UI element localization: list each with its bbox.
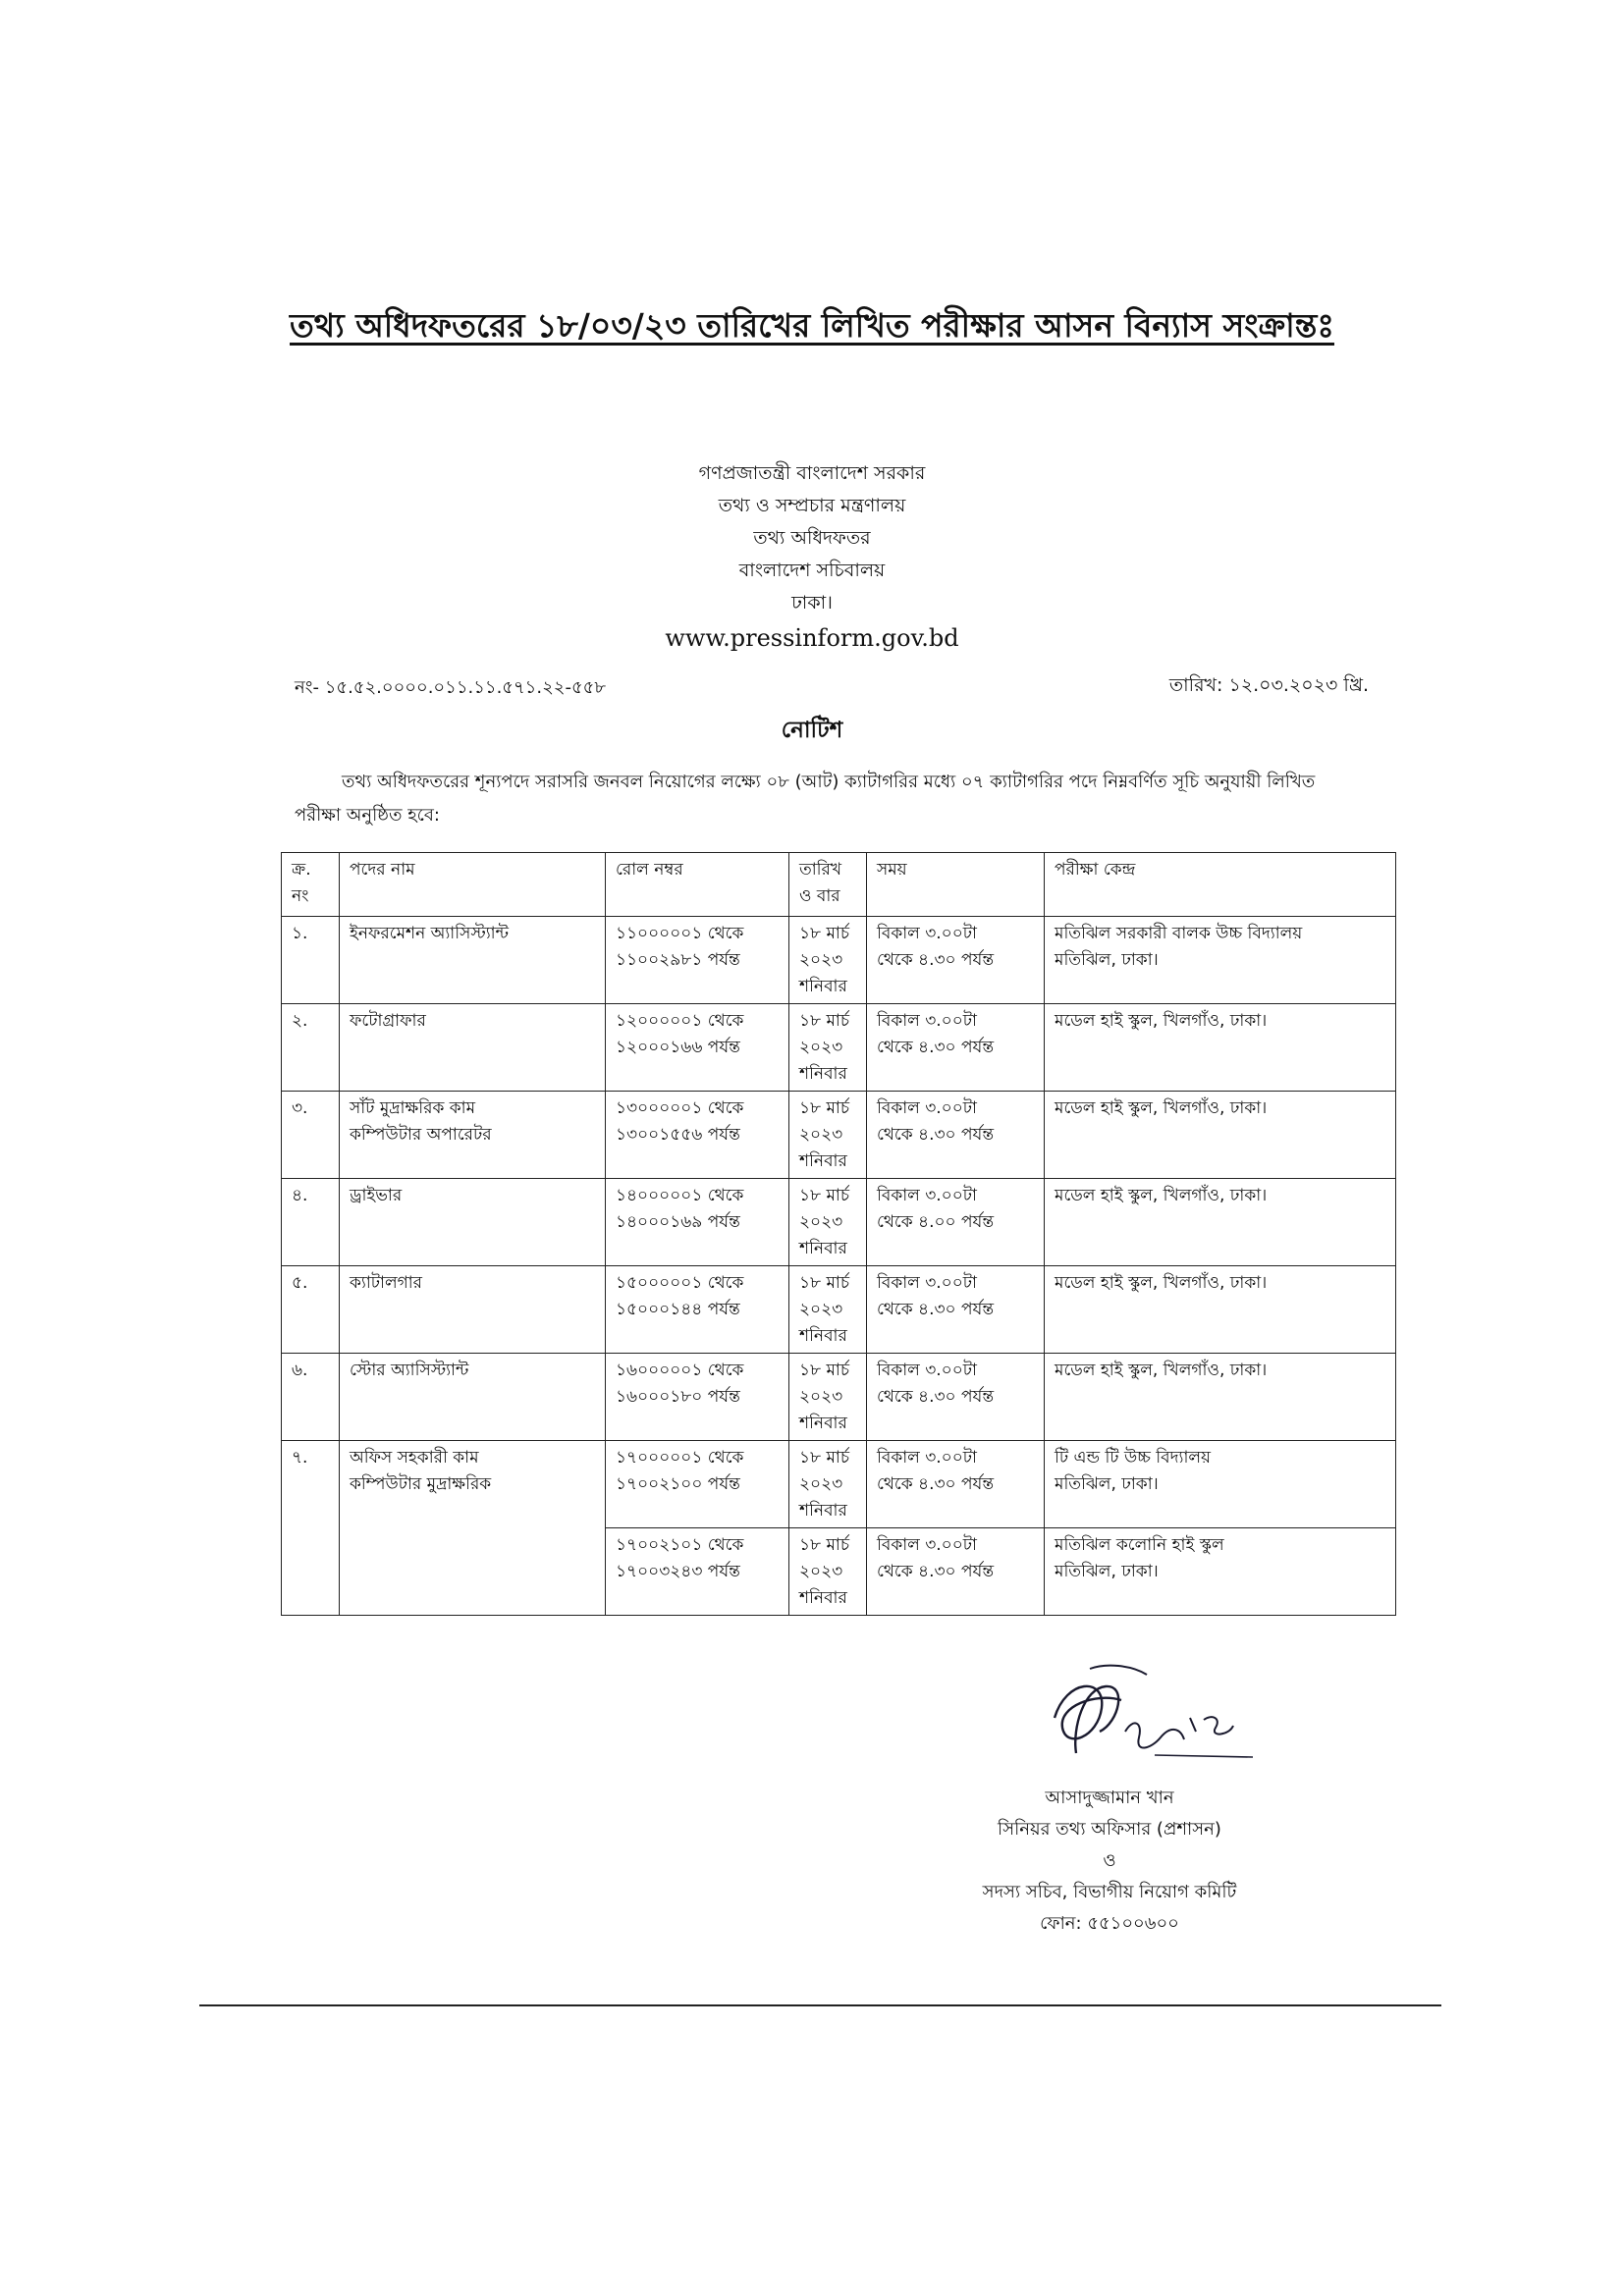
document-heading: তথ্য অধিদফতরের ১৮/০৩/২৩ তারিখের লিখিত পরীক্ষার আসন বিন্যাস সংক্রান্তঃ	[290, 306, 1334, 345]
cell-centre: মডেল হাই স্কুল, খিলগাঁও, ঢাকা।	[1045, 1092, 1396, 1179]
cell-roll: ১৪০০০০০১ থেকে ১৪০০০১৬৯ পর্যন্ত	[606, 1179, 789, 1266]
table-row	[282, 1092, 1396, 1179]
cell-serial: ৪.	[282, 1179, 340, 1266]
govt-name: গণপ্রজাতন্ত্রী বাংলাদেশ সরকার	[698, 462, 926, 484]
header-serial: ক্র. নং	[282, 853, 340, 917]
cell-roll: ১৬০০০০০১ থেকে ১৬০০০১৮০ পর্যন্ত	[606, 1354, 789, 1441]
cell-serial: ১.	[282, 917, 340, 1004]
cell-serial: ৫.	[282, 1266, 340, 1354]
exam-schedule-table	[281, 852, 1396, 1616]
cell-post: ইনফরমেশন অ্যাসিস্ট্যান্ট	[340, 917, 606, 1004]
header-roll: রোল নম্বর	[606, 853, 789, 917]
table-row	[282, 1354, 1396, 1441]
department-name: তথ্য অধিদফতর	[753, 527, 871, 549]
signatory-name: আসাদুজ্জামান খান	[1045, 1788, 1174, 1808]
cell-date: ১৮ মার্চ ২০২৩ শনিবার	[789, 1441, 867, 1528]
cell-time: বিকাল ৩.০০টা থেকে ৪.৩০ পর্যন্ত	[867, 1092, 1045, 1179]
cell-post: ফটোগ্রাফার	[340, 1004, 606, 1092]
cell-post: স্টোর অ্যাসিস্ট্যান্ট	[340, 1354, 606, 1441]
cell-centre: মতিঝিল সরকারী বালক উচ্চ বিদ্যালয় মতিঝিল, ঢাকা।	[1045, 917, 1396, 1004]
cell-post: ক্যাটালগার	[340, 1266, 606, 1354]
cell-centre: মডেল হাই স্কুল, খিলগাঁও, ঢাকা।	[1045, 1004, 1396, 1092]
ministry-name: তথ্য ও সম্প্রচার মন্ত্রণালয়	[718, 495, 906, 516]
header-post: পদের নাম	[340, 853, 606, 917]
table-row	[282, 1179, 1396, 1266]
cell-post: ড্রাইভার	[340, 1179, 606, 1266]
cell-date: ১৮ মার্চ ২০২৩ শনিবার	[789, 1004, 867, 1092]
office-letterhead	[0, 457, 1624, 657]
cell-post: অফিস সহকারী কাম কম্পিউটার মুদ্রাক্ষরিক	[340, 1441, 606, 1616]
cell-post: সাঁট মুদ্রাক্ষরিক কাম কম্পিউটার অপারেটর	[340, 1092, 606, 1179]
website-link[interactable]: www.pressinform.gov.bd	[665, 624, 959, 652]
table-header-row	[282, 853, 1396, 917]
cell-date: ১৮ মার্চ ২০২৩ শনিবার	[789, 1179, 867, 1266]
table-row	[282, 1441, 1396, 1528]
cell-time: বিকাল ৩.০০টা থেকে ৪.৩০ পর্যন্ত	[867, 1528, 1045, 1616]
memo-reference: নং- ১৫.৫২.০০০০.০১১.১১.৫৭১.২২-৫৫৮	[295, 677, 607, 698]
cell-time: বিকাল ৩.০০টা থেকে ৪.৩০ পর্যন্ত	[867, 1004, 1045, 1092]
city-name: ঢাকা।	[791, 592, 833, 614]
cell-roll: ১৫০০০০০১ থেকে ১৫০০০১৪৪ পর্যন্ত	[606, 1266, 789, 1354]
signatory-block	[903, 1783, 1316, 1940]
cell-time: বিকাল ৩.০০টা থেকে ৪.৩০ পর্যন্ত	[867, 1354, 1045, 1441]
cell-centre: মডেল হাই স্কুল, খিলগাঁও, ঢাকা।	[1045, 1354, 1396, 1441]
cell-time: বিকাল ৩.০০টা থেকে ৪.৩০ পর্যন্ত	[867, 1441, 1045, 1528]
table-row	[282, 1004, 1396, 1092]
footer-divider	[199, 2004, 1441, 2006]
cell-centre: মতিঝিল কলোনি হাই স্কুল মতিঝিল, ঢাকা।	[1045, 1528, 1396, 1616]
table-row	[282, 1266, 1396, 1354]
table-row	[282, 917, 1396, 1004]
cell-serial: ২.	[282, 1004, 340, 1092]
cell-date: ১৮ মার্চ ২০২৩ শনিবার	[789, 1266, 867, 1354]
cell-serial: ৩.	[282, 1092, 340, 1179]
header-centre: পরীক্ষা কেন্দ্র	[1045, 853, 1396, 917]
cell-date: ১৮ মার্চ ২০২৩ শনিবার	[789, 1354, 867, 1441]
cell-centre: মডেল হাই স্কুল, খিলগাঁও, ঢাকা।	[1045, 1179, 1396, 1266]
cell-date: ১৮ মার্চ ২০২৩ শনিবার	[789, 1528, 867, 1616]
header-date: তারিখ ও বার	[789, 853, 867, 917]
signatory-role: সদস্য সচিব, বিভাগীয় নিয়োগ কমিটি	[982, 1882, 1237, 1902]
cell-time: বিকাল ৩.০০টা থেকে ৪.৩০ পর্যন্ত	[867, 1266, 1045, 1354]
secretariat-name: বাংলাদেশ সচিবালয়	[738, 560, 886, 581]
cell-roll: ১১০০০০০১ থেকে ১১০০২৯৮১ পর্যন্ত	[606, 917, 789, 1004]
notice-intro: তথ্য অধিদফতরের শূন্যপদে সরাসরি জনবল নিয়োগের লক্ষ্যে ০৮ (আট) ক্যাটাগরির মধ্যে ০৭ ক্যাটাগরির পদে নিম্নবর্ণিত সূচি অনুযায়ী লিখিত পরীক্ষা অনুষ্ঠিত হবে:	[295, 772, 1316, 826]
handwritten-signature	[1037, 1659, 1272, 1787]
signatory-conjunction: ও	[1103, 1850, 1116, 1871]
cell-time: বিকাল ৩.০০টা থেকে ৪.০০ পর্যন্ত	[867, 1179, 1045, 1266]
cell-date: ১৮ মার্চ ২০২৩ শনিবার	[789, 1092, 867, 1179]
signatory-phone: ফোন: ৫৫১০০৬০০	[1040, 1913, 1179, 1934]
cell-time: বিকাল ৩.০০টা থেকে ৪.৩০ পর্যন্ত	[867, 917, 1045, 1004]
cell-roll: ১৩০০০০০১ থেকে ১৩০০১৫৫৬ পর্যন্ত	[606, 1092, 789, 1179]
cell-serial: ৭.	[282, 1441, 340, 1616]
cell-date: ১৮ মার্চ ২০২৩ শনিবার	[789, 917, 867, 1004]
notice-title: নোটিশ	[781, 718, 843, 743]
cell-roll: ১২০০০০০১ থেকে ১২০০০১৬৬ পর্যন্ত	[606, 1004, 789, 1092]
header-time: সময়	[867, 853, 1045, 917]
cell-serial: ৬.	[282, 1354, 340, 1441]
cell-roll: ১৭০০০০০১ থেকে ১৭০০২১০০ পর্যন্ত	[606, 1441, 789, 1528]
signatory-designation: সিনিয়র তথ্য অফিসার (প্রশাসন)	[998, 1819, 1221, 1840]
memo-date: তারিখ: ১২.০৩.২০২৩ খ্রি.	[1168, 674, 1369, 696]
cell-roll: ১৭০০২১০১ থেকে ১৭০০৩২৪৩ পর্যন্ত	[606, 1528, 789, 1616]
cell-centre: মডেল হাই স্কুল, খিলগাঁও, ঢাকা।	[1045, 1266, 1396, 1354]
cell-centre: টি এন্ড টি উচ্চ বিদ্যালয় মতিঝিল, ঢাকা।	[1045, 1441, 1396, 1528]
